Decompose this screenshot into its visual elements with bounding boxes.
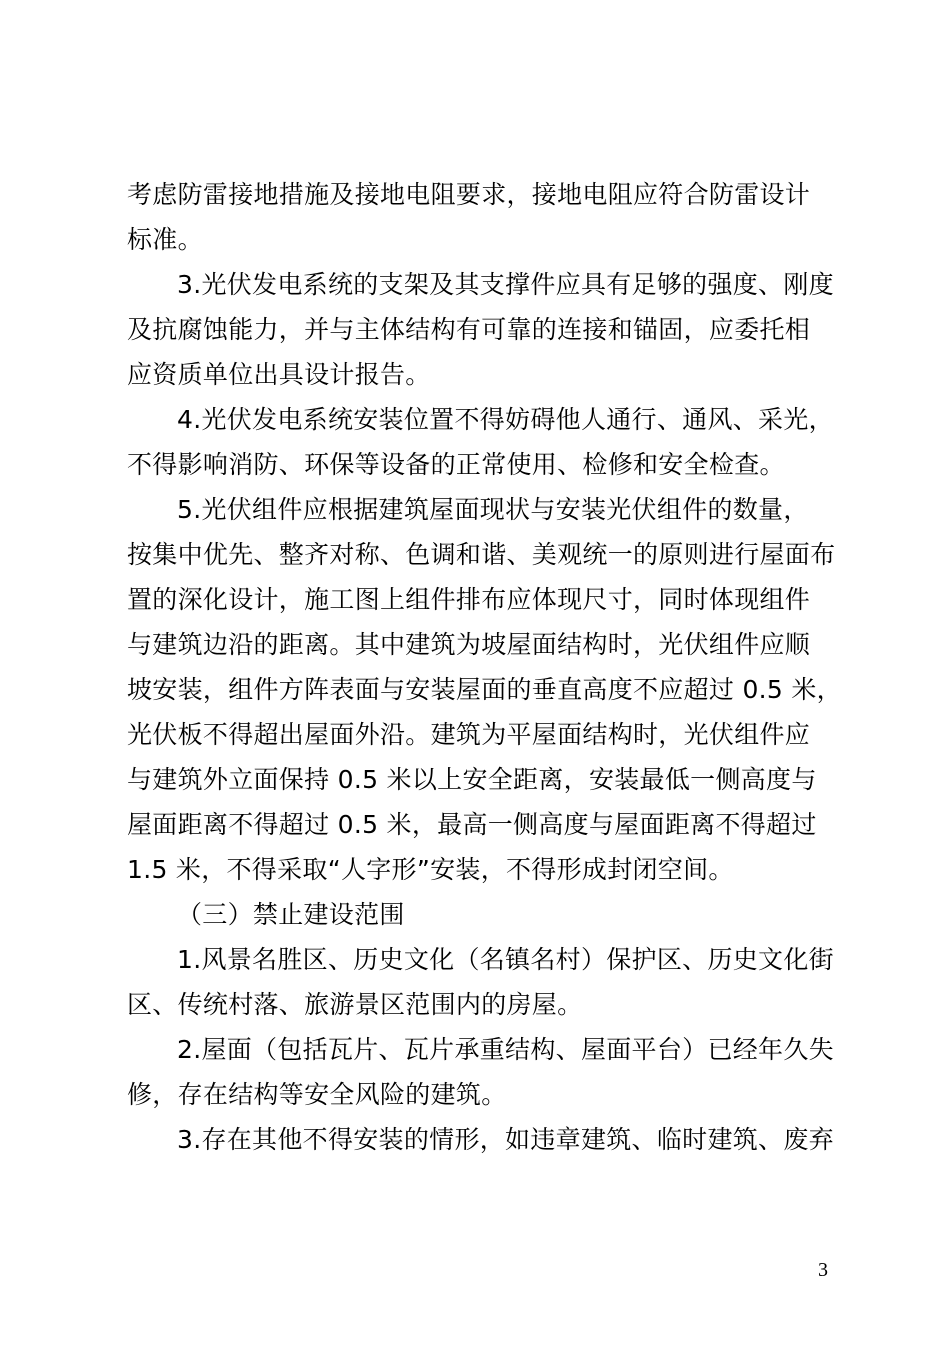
page-number: 3 — [818, 1259, 828, 1281]
section-heading: （三）禁止建设范围 — [177, 900, 405, 929]
text-line: 5.光伏组件应根据建筑屋面现状与安装光伏组件的数量， — [177, 495, 809, 524]
text-line: 4.光伏发电系统安装位置不得妨碍他人通行、通风、采光， — [177, 405, 834, 434]
text-line: 区、传统村落、旅游景区范围内的房屋。 — [127, 990, 583, 1019]
text-line: 标准。 — [127, 225, 203, 254]
text-line: 置的深化设计，施工图上组件排布应体现尺寸，同时体现组件 — [127, 585, 811, 614]
text-line: 考虑防雷接地措施及接地电阻要求，接地电阻应符合防雷设计 — [127, 180, 811, 209]
text-line: 与建筑边沿的距离。其中建筑为坡屋面结构时，光伏组件应顺 — [127, 630, 811, 659]
text-line: 修，存在结构等安全风险的建筑。 — [127, 1080, 507, 1109]
text-line: 屋面距离不得超过 0.5 米，最高一侧高度与屋面距离不得超过 — [127, 810, 817, 839]
text-line: 按集中优先、整齐对称、色调和谐、美观统一的原则进行屋面布 — [127, 540, 836, 569]
text-line: 与建筑外立面保持 0.5 米以上安全距离，安装最低一侧高度与 — [127, 765, 817, 794]
text-line: 3.存在其他不得安装的情形，如违章建筑、临时建筑、废弃 — [177, 1125, 834, 1154]
text-line: 不得影响消防、环保等设备的正常使用、检修和安全检查。 — [127, 450, 785, 479]
text-line: 1.5 米，不得采取“人字形”安装，不得形成封闭空间。 — [127, 855, 734, 884]
text-line: 2.屋面（包括瓦片、瓦片承重结构、屋面平台）已经年久失 — [177, 1035, 834, 1064]
text-line: 及抗腐蚀能力，并与主体结构有可靠的连接和锚固，应委托相 — [127, 315, 811, 344]
text-line: 3.光伏发电系统的支架及其支撑件应具有足够的强度、刚度 — [177, 270, 834, 299]
text-line: 1.风景名胜区、历史文化（名镇名村）保护区、历史文化街 — [177, 945, 834, 974]
text-line: 坡安装，组件方阵表面与安装屋面的垂直高度不应超过 0.5 米， — [127, 675, 842, 704]
text-line: 光伏板不得超出屋面外沿。建筑为平屋面结构时，光伏组件应 — [127, 720, 811, 749]
text-line: 应资质单位出具设计报告。 — [127, 360, 431, 389]
